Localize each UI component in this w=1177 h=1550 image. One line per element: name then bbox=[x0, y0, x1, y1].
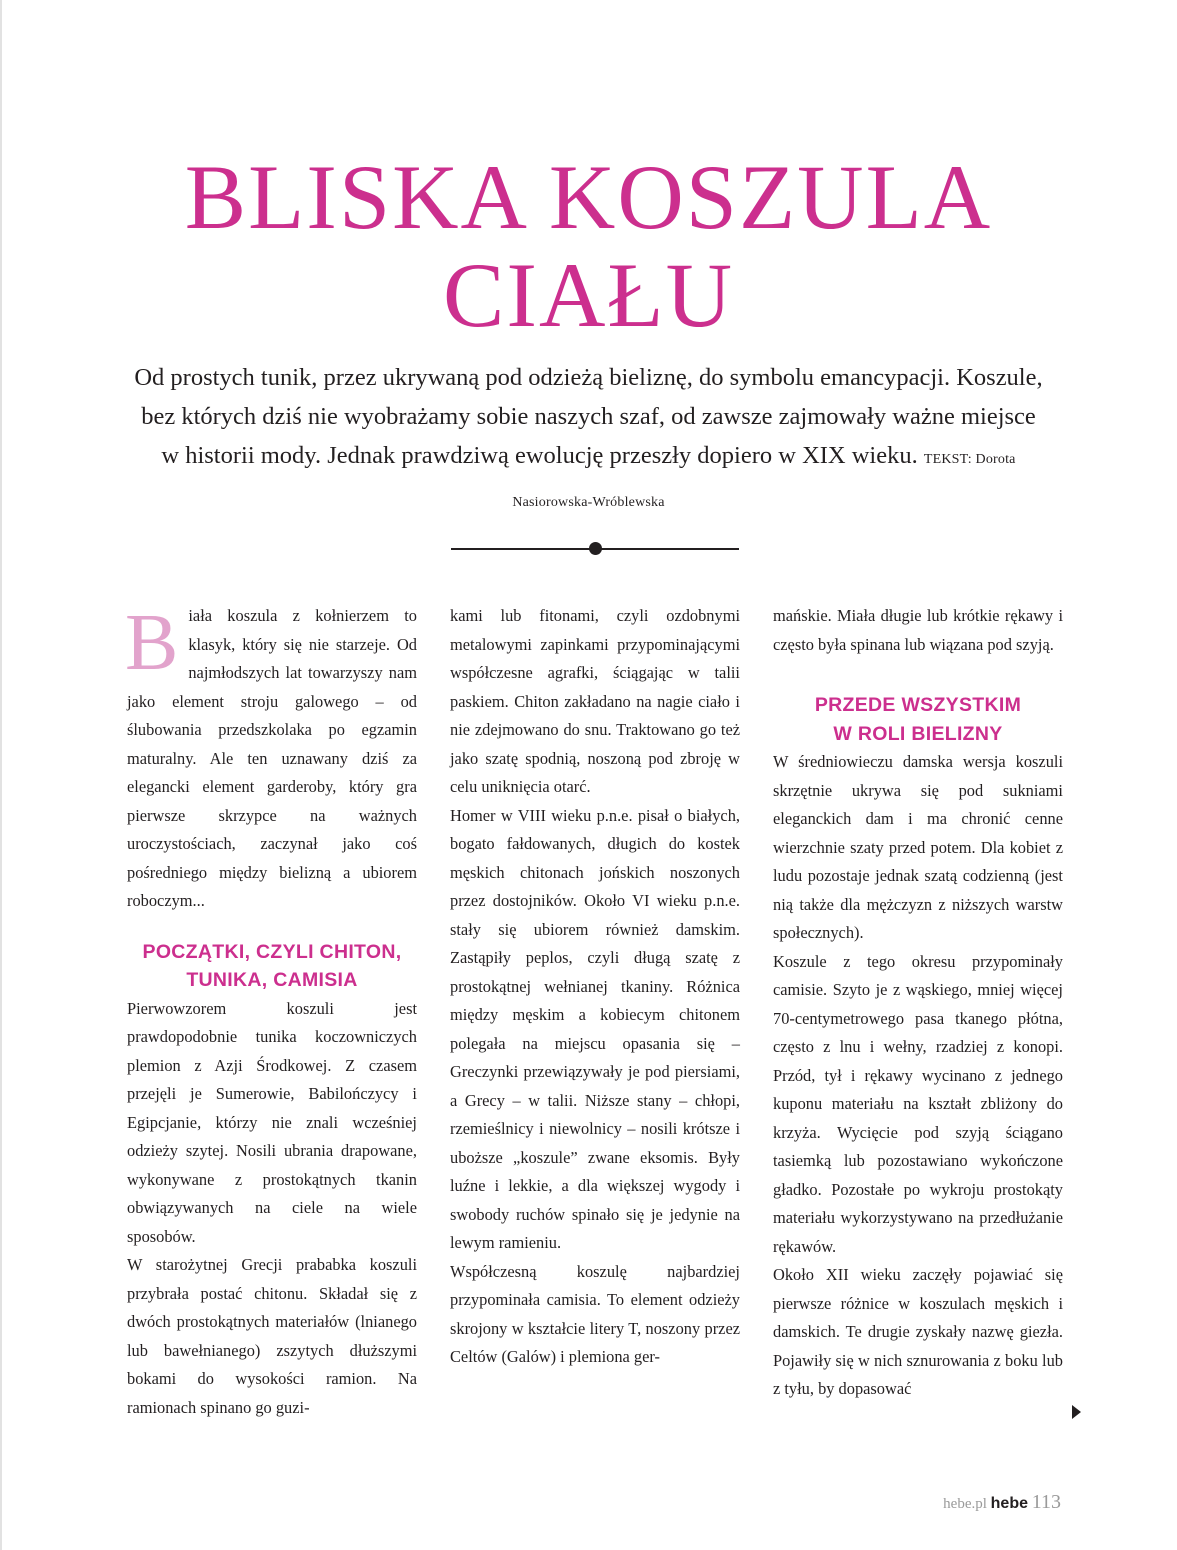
footer-site: hebe.pl bbox=[943, 1496, 987, 1512]
body-paragraph: kami lub fitonami, czyli ozdobnymi metalowymi zapinkami przypominającymi współczesne agrafki, ściągając w talii paskiem. Chiton zakładano na nagie ciało i nie zdejmowano do snu. Traktowano go też jako szatę spodnią, noszoną pod zbroję w celu uniknięcia otarć. bbox=[450, 606, 740, 796]
section-heading-underwear-line-2: W ROLI BIELIZNY bbox=[833, 722, 1003, 745]
ornament-divider-dot bbox=[589, 542, 602, 555]
body-paragraph: mańskie. Miała długie lub krótkie rękawy i często była spinana lub wiązana pod szyją. bbox=[773, 606, 1063, 654]
section-heading-underwear-line-1: PRZEDE WSZYSTKIM bbox=[814, 694, 1022, 716]
body-paragraph: Około XII wieku zaczęły pojawiać się pierwsze różnice w koszulach męskich i damskich. Te drugie zyskały nazwę giezła. Pojawiły się w nich sznurowania z boku lub z tyłu, by dopasować bbox=[773, 1265, 1063, 1398]
title-line-1: BLISKA KOSZULA bbox=[184, 146, 993, 248]
body-paragraph: Pierwowzorem koszuli jest prawdopodobnie tunika koczowniczych plemion z Azji Środkowej. Z czasem przejęli je Sumerowie, Babilończycy i Egipcjanie, którzy nie znali wcześniej odzieży szytej. Nosili ubrania drapowane, wykonywane z prostokątnych tkanin obwiązywanych na ciele na wiele sposobów. bbox=[127, 998, 417, 1246]
section-heading-origins bbox=[127, 938, 417, 995]
section-heading-origins-line-1: POCZĄTKI, CZYLI CHITON, bbox=[142, 940, 402, 963]
column-3 bbox=[773, 602, 1063, 1404]
section-heading-underwear bbox=[773, 691, 1063, 748]
body-paragraph: Homer w VIII wieku p.n.e. pisał o białych, bogato fałdowanych, długich do kostek męskich chitonach jońskich noszonych przez dostojników. Około VI wieku p.n.e. stały się ubiorem również damskim. Zastąpiły peplos, czyli długą szatę z prostokątnej wełnianej tkaniny. Różnica między męskim a kobiecym chitonem polegała na miejscu opasania się – Greczynki przewiązywały je pod piersiami, a Grecy – w talii. Niższe stany – chłopi, rzemieślnicy i niewolnicy – nosili krótsze i uboższe „koszule” zwane eksomis. Były luźne i lekkie, a dla większej wygody i swobody ruchów spinało się je jedynie na lewym ramieniu. bbox=[450, 805, 740, 1252]
page-number: 113 bbox=[1031, 1491, 1061, 1513]
lead-text: Od prostych tunik, przez ukrywaną pod odzieżą bieliznę, do symbolu emancypacji. Koszule, bez których dziś nie wyobrażamy sobie naszych szaf, od zawsze zajmowały ważne miejsce w historii mody. Jednak prawdziwą ewolucję przeszły dopiero w XIX wieku. bbox=[134, 364, 1043, 469]
continue-arrow-icon bbox=[1072, 1405, 1081, 1419]
author-credit: TEKST: Dorota Nasiorowska-Wróblewska bbox=[512, 452, 1016, 510]
body-paragraph: W starożytnej Grecji prababka koszuli przybrała postać chitonu. Składał się z dwóch prostokątnych materiałów (lnianego lub bawełnianego) zszytych dłuższymi bokami do wysokości ramion. Na ramionach spinano go guzi- bbox=[127, 1255, 417, 1417]
intro-paragraph bbox=[125, 599, 417, 916]
article-title bbox=[0, 148, 1177, 344]
column-2 bbox=[450, 602, 740, 1372]
page-footer bbox=[943, 1491, 1061, 1514]
intro-text: iała koszula z kołnierzem to klasyk, który się nie starzeje. Od najmłodszych lat towarzyszy nam jako element stroju galowego – od ślubowania przedszkolaka po egzamin maturalny. Ale ten uznawany dziś za elegancki element garderoby, który gra pierwsze skrzypce na ważnych uroczystościach, zaczynał jako coś pośredniego między bielizną a ubiorem roboczym... bbox=[127, 606, 417, 910]
body-paragraph: W średniowieczu damska wersja koszuli skrzętnie ukrywa się pod sukniami eleganckich dam i ma chronić cenne wierzchnie szaty przed potem. Dla kobiet z ludu pozostaje jednak szatą codzienną (jest nią także dla mężczyzn z niższych warstw społecznych). bbox=[773, 752, 1063, 942]
lead-paragraph bbox=[130, 358, 1047, 522]
section-heading-origins-line-2: TUNIKA, CAMISIA bbox=[186, 969, 358, 991]
drop-cap: B bbox=[125, 599, 179, 687]
column-1 bbox=[125, 599, 417, 1422]
body-paragraph: Koszule z tego okresu przypominały camisie. Szyto je z wąskiego, mniej więcej 70-centymetrowego pasa tkanego płótna, często z lnu i wełny, rzadziej z konopi. Przód, tył i rękawy wycinano z jednego kuponu materiału na kształt zbliżony do krzyża. Wycięcie pod szyją ściągano tasiemką lub pozostawiano wykończone gładko. Pozostałe po wykroju prostokąty materiału wykorzystywano na przedłużanie rękawów. bbox=[773, 951, 1063, 1256]
title-line-2: CIAŁU bbox=[442, 244, 735, 346]
footer-brand-logo: hebe bbox=[990, 1495, 1028, 1512]
body-paragraph: Współczesną koszulę najbardziej przypominała camisia. To element odzieży skrojony w kształcie litery T, noszony przez Celtów (Galów) i plemiona ger- bbox=[450, 1261, 740, 1366]
